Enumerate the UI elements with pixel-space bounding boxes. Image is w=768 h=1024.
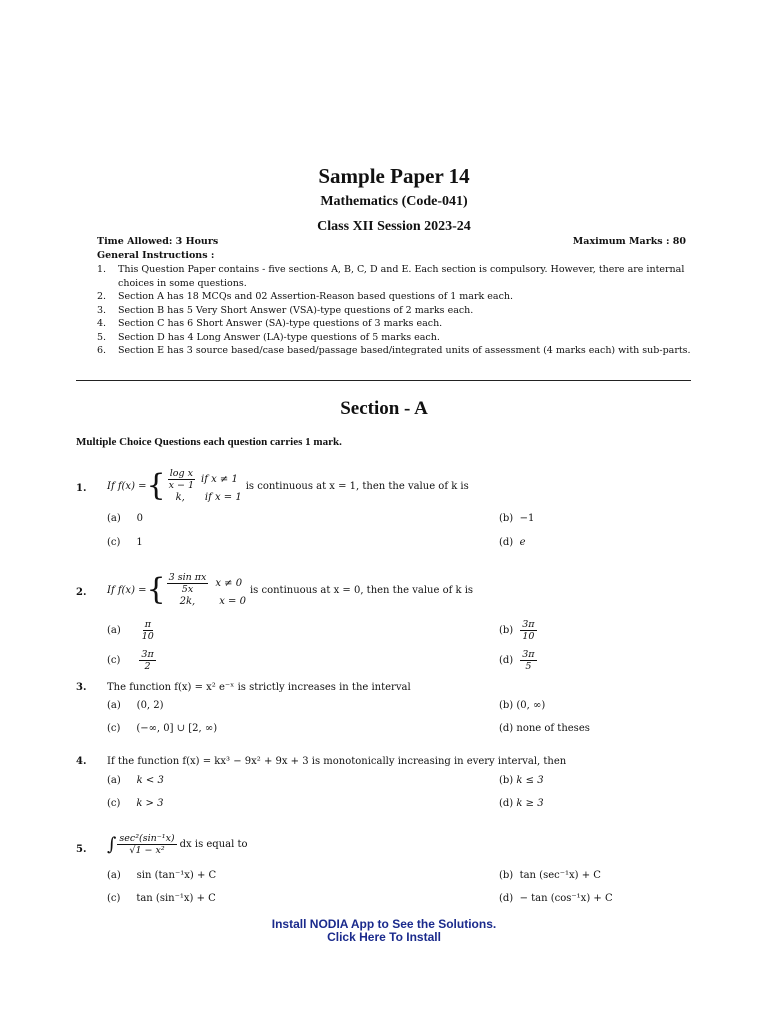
general-instructions-heading: General Instructions : bbox=[97, 250, 215, 261]
option-text: −1 bbox=[519, 513, 535, 524]
question-5-stem bbox=[107, 833, 248, 856]
option-label: (d) bbox=[499, 537, 514, 548]
case-condition: if x ≠ 1 bbox=[201, 474, 238, 485]
option-text: k ≤ 3 bbox=[516, 775, 544, 786]
option-label: (d) bbox=[499, 723, 514, 734]
option-label: (c) bbox=[107, 537, 121, 548]
question-number: 5. bbox=[76, 844, 87, 855]
instruction-number: 3. bbox=[97, 304, 107, 316]
case-row bbox=[166, 491, 242, 504]
mcq-heading: Multiple Choice Questions each question carries 1 mark. bbox=[76, 436, 342, 448]
question-suffix: is continuous at x = 1, then the value of k is bbox=[245, 480, 469, 492]
fraction bbox=[140, 619, 156, 642]
left-brace: { bbox=[146, 468, 166, 503]
option-d[interactable] bbox=[499, 723, 590, 734]
fraction bbox=[520, 649, 536, 672]
instruction-text: Section C has 6 Short Answer (SA)-type questions of 3 marks each. bbox=[118, 318, 443, 329]
numerator: π bbox=[144, 619, 151, 630]
denominator: 2 bbox=[144, 661, 151, 672]
question-4-stem: If the function f(x) = kx³ − 9x² + 9x + 3 is monotonically increasing in every interval, then bbox=[107, 756, 567, 767]
subject-line: Mathematics (Code-041) bbox=[320, 194, 468, 209]
instruction-number: 1. bbox=[97, 264, 107, 275]
numerator: sec²(sin⁻¹x) bbox=[119, 833, 175, 844]
option-label: (d) bbox=[499, 798, 514, 809]
numerator: log x bbox=[169, 468, 193, 479]
question-suffix: is continuous at x = 0, then the value of k is bbox=[249, 584, 474, 596]
option-a[interactable] bbox=[107, 775, 164, 786]
option-label: (a) bbox=[107, 700, 121, 711]
instruction-number: 4. bbox=[97, 318, 107, 329]
option-label: (a) bbox=[107, 870, 121, 881]
option-label: (b) bbox=[499, 513, 514, 524]
option-text: 0 bbox=[136, 513, 144, 524]
option-a[interactable] bbox=[107, 870, 216, 881]
option-label: (a) bbox=[107, 513, 121, 524]
option-a[interactable] bbox=[107, 700, 164, 711]
option-d[interactable] bbox=[499, 893, 613, 904]
option-label: (c) bbox=[107, 893, 121, 904]
instruction-text: Section A has 18 MCQs and 02 Assertion-Reason based questions of 1 mark each. bbox=[118, 291, 514, 302]
option-label: (b) bbox=[499, 625, 514, 636]
class-session-line: Class XII Session 2023-24 bbox=[317, 219, 471, 234]
install-app-link[interactable] bbox=[0, 918, 768, 944]
option-label: (b) bbox=[499, 870, 514, 881]
instruction-item bbox=[97, 290, 693, 304]
option-b[interactable] bbox=[499, 700, 545, 711]
denominator: 10 bbox=[522, 631, 535, 642]
option-a[interactable] bbox=[107, 619, 157, 642]
piecewise-cases bbox=[166, 468, 242, 504]
click-here-to-install-text: Click Here To Install bbox=[327, 930, 441, 944]
case-condition: x ≠ 0 bbox=[215, 578, 243, 589]
maximum-marks: Maximum Marks : 80 bbox=[572, 236, 686, 247]
instruction-item bbox=[97, 344, 693, 358]
option-text: tan (sin⁻¹x) + C bbox=[136, 893, 216, 904]
option-c[interactable] bbox=[107, 798, 163, 809]
option-b[interactable] bbox=[499, 619, 538, 642]
divider-rule bbox=[76, 380, 691, 381]
option-label: (a) bbox=[107, 775, 121, 786]
denominator: √1 − x² bbox=[129, 845, 165, 856]
piecewise-cases bbox=[166, 572, 246, 608]
question-suffix: dx is equal to bbox=[179, 839, 248, 850]
option-text: k ≥ 3 bbox=[516, 798, 544, 809]
option-text: sin (tan⁻¹x) + C bbox=[136, 870, 217, 881]
instruction-item bbox=[97, 304, 693, 318]
instructions-list bbox=[97, 263, 693, 358]
question-2-stem bbox=[107, 572, 473, 608]
fraction bbox=[117, 833, 176, 856]
option-label: (d) bbox=[499, 655, 514, 666]
instruction-number: 2. bbox=[97, 291, 107, 302]
case-expression: 2k, bbox=[179, 596, 196, 607]
case-condition: x = 0 bbox=[219, 596, 246, 607]
option-label: (a) bbox=[107, 625, 121, 636]
instruction-item bbox=[97, 317, 693, 331]
option-text: (0, ∞) bbox=[516, 700, 546, 711]
question-number: 4. bbox=[76, 756, 87, 767]
question-prefix: If f(x) = bbox=[107, 584, 147, 596]
install-app-text: Install NODIA App to See the Solutions. bbox=[271, 917, 497, 931]
option-text: none of theses bbox=[516, 723, 590, 734]
paper-title: Sample Paper 14 bbox=[318, 164, 470, 188]
option-label: (c) bbox=[107, 723, 121, 734]
fraction bbox=[520, 619, 536, 642]
denominator: x − 1 bbox=[168, 480, 195, 491]
numerator: 3π bbox=[141, 649, 154, 660]
instruction-text: This Question Paper contains - five sections A, B, C, D and E. Each section is compulsory. However, there are internal choices in some questions. bbox=[118, 264, 685, 289]
option-text: e bbox=[519, 537, 526, 548]
case-row bbox=[166, 572, 246, 595]
case-row bbox=[166, 595, 246, 608]
option-text: k > 3 bbox=[136, 798, 164, 809]
question-1-stem bbox=[107, 468, 469, 504]
option-c[interactable] bbox=[107, 893, 216, 904]
numerator: 3 sin πx bbox=[168, 572, 207, 583]
option-text: − tan (cos⁻¹x) + C bbox=[519, 893, 613, 904]
question-number: 2. bbox=[76, 587, 87, 598]
option-text: (−∞, 0] ∪ [2, ∞) bbox=[136, 723, 218, 734]
option-label: (d) bbox=[499, 893, 514, 904]
option-b[interactable] bbox=[499, 775, 544, 786]
option-c[interactable] bbox=[107, 723, 217, 734]
instruction-item bbox=[97, 331, 693, 345]
case-row bbox=[166, 468, 242, 491]
option-b[interactable] bbox=[499, 870, 601, 881]
option-c[interactable] bbox=[107, 537, 143, 548]
option-label: (b) bbox=[499, 700, 514, 711]
denominator: 5x bbox=[181, 584, 194, 595]
denominator: 10 bbox=[141, 631, 154, 642]
fraction bbox=[167, 468, 196, 491]
option-c[interactable] bbox=[107, 649, 157, 672]
question-prefix: If f(x) = bbox=[107, 480, 147, 492]
numerator: 3π bbox=[522, 649, 535, 660]
option-text: k < 3 bbox=[136, 775, 164, 786]
case-condition: if x = 1 bbox=[204, 492, 242, 503]
option-d[interactable] bbox=[499, 649, 538, 672]
option-a[interactable] bbox=[107, 513, 143, 524]
numerator: 3π bbox=[522, 619, 535, 630]
instruction-number: 5. bbox=[97, 331, 107, 343]
fraction bbox=[167, 572, 209, 595]
option-text: tan (sec⁻¹x) + C bbox=[519, 870, 601, 881]
option-b[interactable] bbox=[499, 513, 534, 524]
instruction-text: Section B has 5 Very Short Answer (VSA)-type questions of 2 marks each. bbox=[118, 304, 474, 316]
question-number: 1. bbox=[76, 483, 87, 494]
instruction-number: 6. bbox=[97, 345, 107, 356]
case-expression: k, bbox=[175, 492, 185, 503]
option-label: (c) bbox=[107, 655, 121, 666]
instruction-item bbox=[97, 263, 693, 290]
integral-sign: ∫ bbox=[107, 834, 117, 855]
section-title: Section - A bbox=[340, 398, 428, 419]
question-3-stem: The function f(x) = x² e⁻ˣ is strictly increases in the interval bbox=[107, 682, 411, 693]
option-label: (b) bbox=[499, 775, 514, 786]
instruction-text: Section E has 3 source based/case based/passage based/integrated units of assessment (4 marks each) with sub-parts. bbox=[118, 345, 691, 356]
question-number: 3. bbox=[76, 682, 87, 693]
option-text: 1 bbox=[136, 537, 143, 548]
option-text: (0, 2) bbox=[136, 700, 164, 711]
instruction-text: Section D has 4 Long Answer (LA)-type questions of 5 marks each. bbox=[118, 331, 440, 343]
denominator: 5 bbox=[525, 661, 532, 672]
option-label: (c) bbox=[107, 798, 121, 809]
fraction bbox=[139, 649, 155, 672]
left-brace: { bbox=[146, 572, 166, 607]
time-allowed: Time Allowed: 3 Hours bbox=[97, 236, 219, 247]
option-d[interactable] bbox=[499, 798, 544, 809]
option-d[interactable] bbox=[499, 537, 526, 548]
